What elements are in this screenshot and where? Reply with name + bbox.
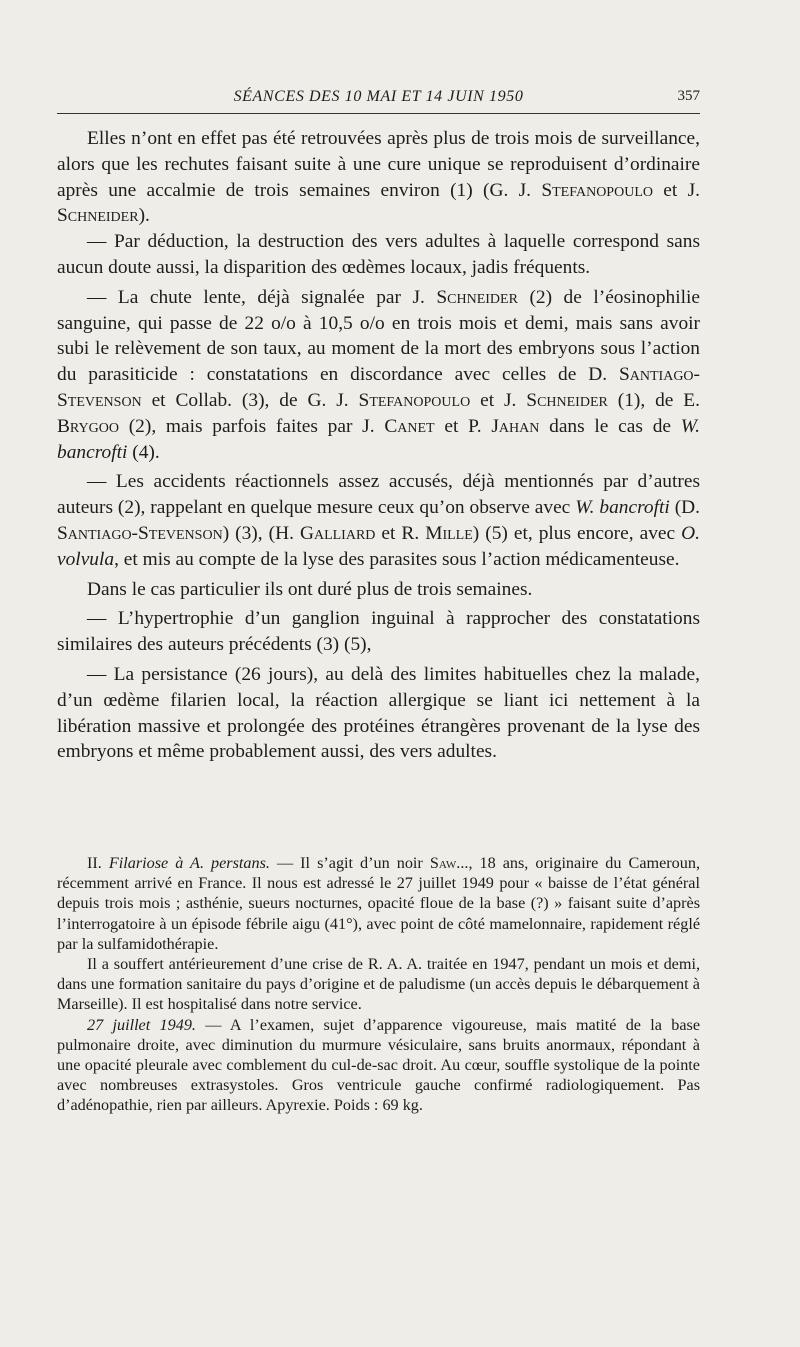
paragraph: — L’hypertrophie d’un ganglion inguinal à rapprocher des constatations similaires des auteurs précédents (3) (5), — [57, 608, 700, 656]
paragraph: — Les accidents réactionnels assez accusés, déjà mentionnés par d’autres auteurs (2), rappelant en quelque mesure ceux qu’on observe avec W. bancrofti (D. Santiago-Stevenson) (3), (H. Galliard et R. Mille) (5) et, plus encore, avec O. volvula, et mis au compte de la lyse des parasites sous l’action médicamenteuse. — [57, 471, 701, 570]
paragraph: Elles n’ont en effet pas été retrouvées après plus de trois mois de surveillance, alors que les rechutes faisant suite à une cure unique se reproduisent d’ordinaire après une accalmie de trois semaines environ (1) (G. J. Stefanopoulo et J. Schneider). — [57, 128, 700, 227]
case-paragraph: II. Filariose à A. perstans. — Il s’agit d’un noir Saw..., 18 ans, originaire du Cameroun, récemment arrivé en France. Il nous est adressé le 27 juillet 1949 pour « baisse de l’état général depuis trois mois ; asthénie, sueurs nocturnes, opacité floue de la base (?) » faisant suite d’après l’interrogatoire à un épisode fébrile aigu (41°), avec point de côté mamelonnaire, rapidement réglé par la sulfamidothérapie. — [57, 854, 700, 953]
paragraph: — La chute lente, déjà signalée par J. Schneider (2) de l’éosinophilie sanguine, qui passe de 22 o/o à 10,5 o/o en trois mois et demi, mais sans avoir subi le relèvement de son taux, au moment de la mort des embryons sous l’action du parasiticide : constatations en discordance avec celles de D. Santiago-Stevenson et Collab. (3), de G. J. Stefanopoulo et J. Schneider (1), de E. Brygoo (2), mais parfois faites par J. Canet et P. Jahan dans le cas de W. bancrofti (4). — [57, 286, 701, 463]
case-paragraph: 27 juillet 1949. — A l’examen, sujet d’apparence vigoureuse, mais matité de la base pulmonaire droite, avec diminution du murmure vésiculaire, sans bruits anormaux, répondant à une opacité pleurale avec comblement du cul-de-sac droit. Au cœur, souffle systolique de la pointe avec nombreuses extrasystoles. Gros ventricule gauche confirmé radiologiquement. Pas d’adénopathie, rien par ailleurs. Apyrexie. Poids : 69 kg. — [57, 1015, 701, 1115]
case-report — [57, 853, 700, 1116]
paragraph: — Par déduction, la destruction des vers adultes à laquelle correspond sans aucun doute aussi, la disparition des œdèmes locaux, jadis fréquents. — [57, 231, 700, 278]
running-title: SÉANCES DES 10 MAI ET 14 JUIN 1950 — [233, 88, 524, 105]
page-number: 357 — [677, 88, 700, 104]
main-text — [57, 126, 700, 765]
paragraph: Dans le cas particulier ils ont duré plus de trois semaines. — [87, 578, 533, 600]
running-head — [57, 84, 700, 108]
header-rule — [57, 113, 700, 114]
case-paragraph: Il a souffert antérieurement d’une crise de R. A. A. traitée en 1947, pendant un mois et demi, dans une formation sanitaire du pays d’origine et de paludisme (un accès depuis le débarquement à Marseille). Il est hospitalisé dans notre service. — [57, 955, 700, 1014]
paragraph: — La persistance (26 jours), au delà des limites habituelles chez la malade, d’un œdème filarien local, la réaction allergique se liant ici nettement à la libération massive et prolongée des protéines étrangères provenant de la lyse des embryons et même probablement aussi, des vers adultes. — [57, 663, 700, 763]
